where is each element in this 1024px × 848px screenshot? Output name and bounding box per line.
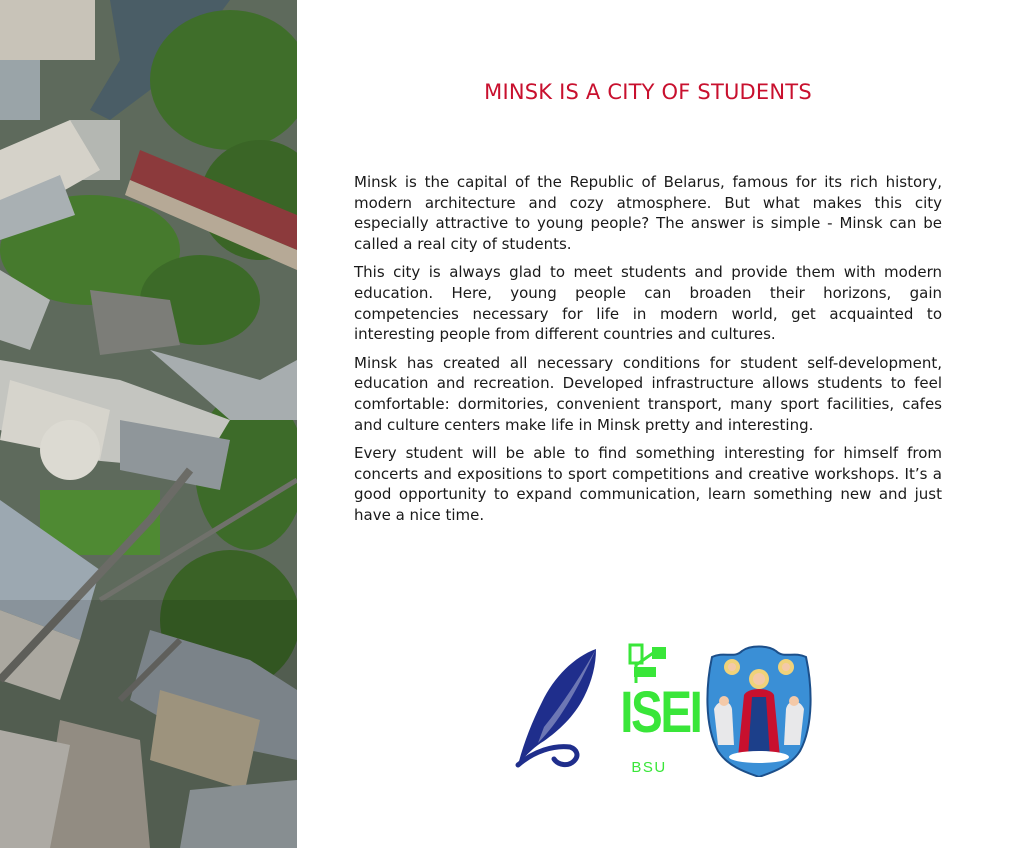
aerial-city-photo	[0, 0, 297, 848]
isei-logo-subtitle: BSU	[631, 759, 667, 776]
body-text	[354, 172, 942, 534]
paragraph-3: Minsk has created all necessary conditions for student self-development, education and recreation. Developed infrastructure allows students to feel comfortable: dormitories, convenient transport, many sport facilities, cafes and culture centers make life in Minsk pretty and interesting.	[354, 353, 942, 434]
sprout-icon	[614, 643, 684, 683]
paragraph-1: Minsk is the capital of the Republic of Belarus, famous for its rich history, modern architecture and cozy atmosphere. But what makes this city especially attractive to young people? The answer is simple - Minsk can be called a real city of students.	[354, 173, 942, 253]
minsk-coat-of-arms-icon	[704, 645, 814, 777]
paragraph-4: Every student will be able to find something interesting for himself from concerts and expositions to sport competitions and creative workshops. It’s a good opportunity to expand communication, learn something new and just have a nice time.	[354, 444, 942, 524]
paragraph-2: This city is always glad to meet students and provide them with modern education. Here, young people can broaden their horizons, gain competencies necessary for life in modern world, get acquainted to interesting people from different countries and cultures.	[354, 263, 942, 344]
isei-logo-text: ISEI	[620, 680, 701, 745]
isei-bsu-logo	[614, 643, 701, 777]
feather-logo-icon	[514, 647, 598, 777]
page-title: MINSK IS A CITY OF STUDENTS	[484, 80, 812, 104]
logos-row	[514, 643, 814, 778]
